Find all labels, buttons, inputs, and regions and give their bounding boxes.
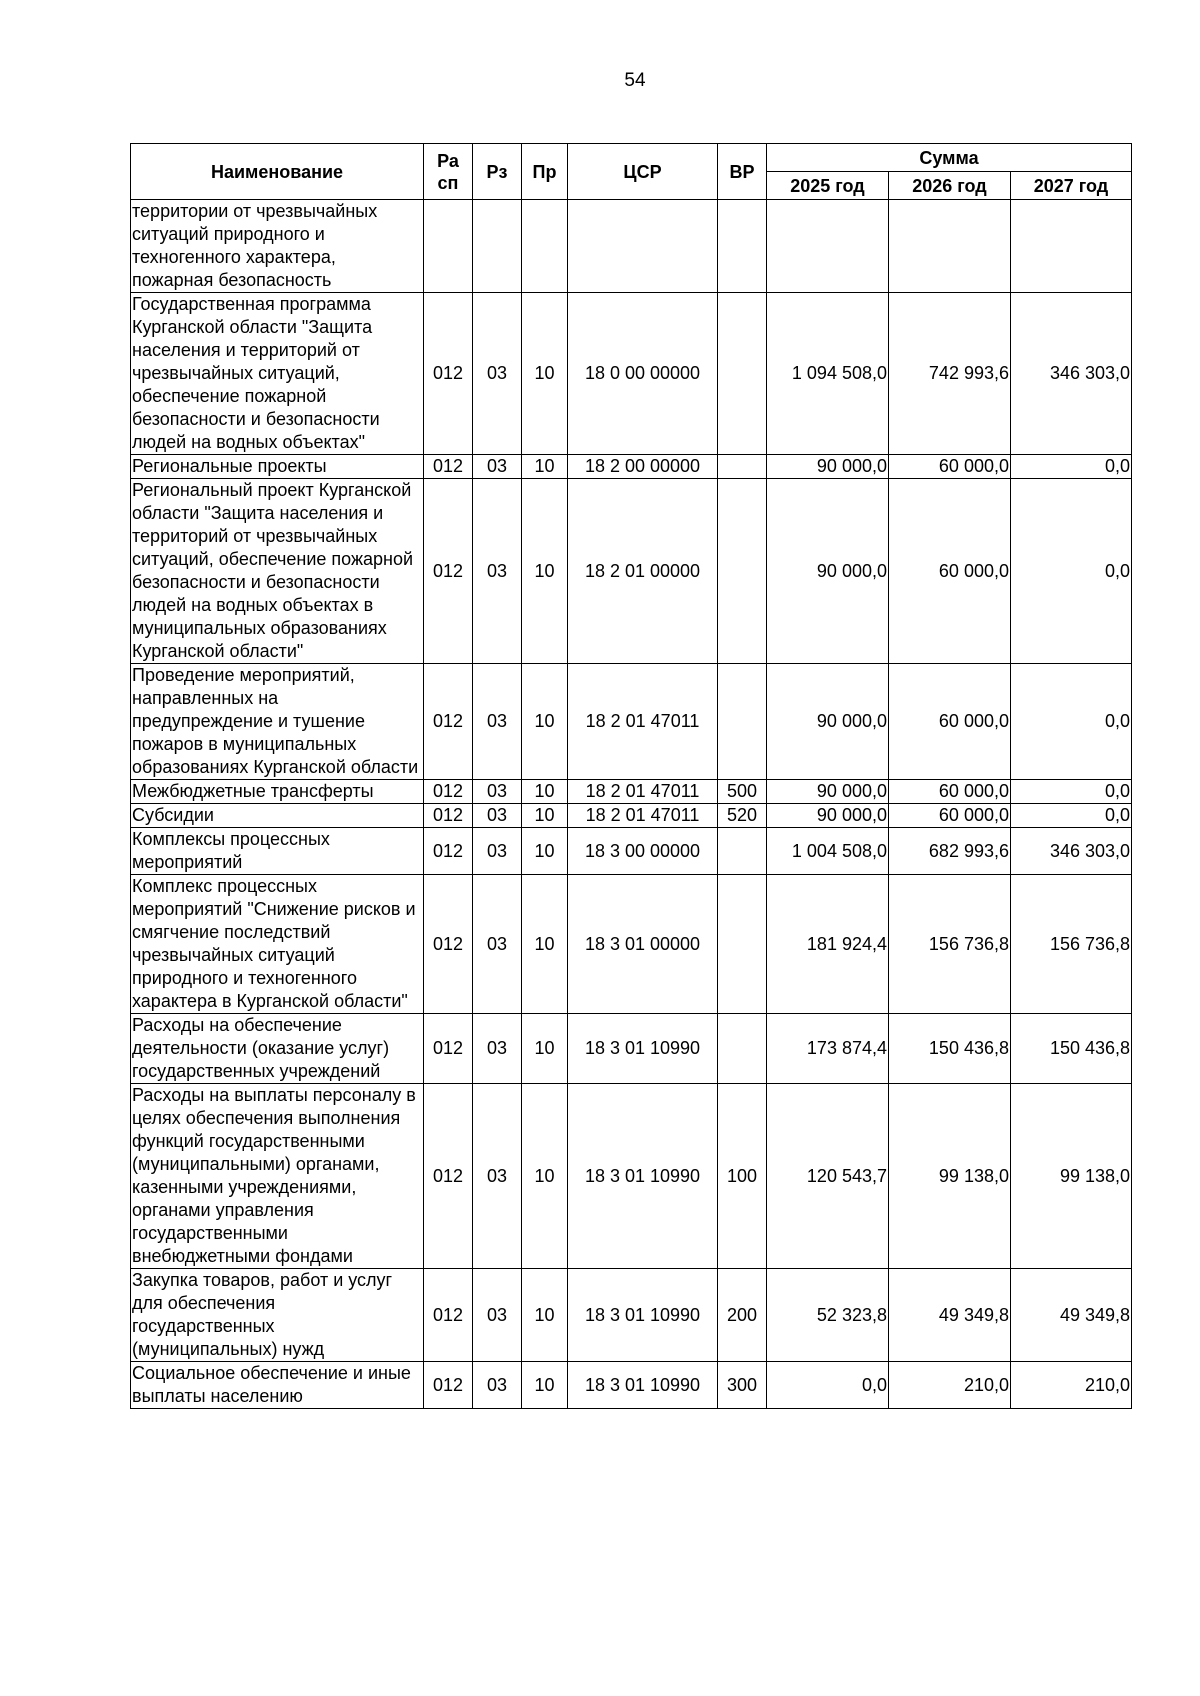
- row-sum-2026: [889, 200, 1011, 293]
- row-sum-2027: 156 736,8: [1011, 875, 1132, 1014]
- row-rz: 03: [473, 1269, 522, 1362]
- row-sum-2026: 60 000,0: [889, 804, 1011, 828]
- row-sum-2027: 0,0: [1011, 780, 1132, 804]
- row-sum-2027: 0,0: [1011, 664, 1132, 780]
- row-rz: 03: [473, 1362, 522, 1409]
- row-rasp: 012: [424, 1362, 473, 1409]
- row-sum-2027: [1011, 200, 1132, 293]
- table-row: [131, 804, 1132, 828]
- row-pr: 10: [522, 875, 568, 1014]
- row-sum-2025: 90 000,0: [767, 780, 889, 804]
- row-sum-2025: 90 000,0: [767, 479, 889, 664]
- row-name: Социальное обеспечение и иные выплаты населению: [131, 1362, 424, 1409]
- header-year-2026: 2026 год: [889, 172, 1011, 200]
- row-rz: 03: [473, 1014, 522, 1084]
- row-sum-2027: 0,0: [1011, 479, 1132, 664]
- table-row: [131, 664, 1132, 780]
- row-rasp: 012: [424, 875, 473, 1014]
- row-pr: 10: [522, 455, 568, 479]
- row-rasp: 012: [424, 780, 473, 804]
- row-vr: 200: [718, 1269, 767, 1362]
- row-pr: 10: [522, 780, 568, 804]
- table-row: [131, 200, 1132, 293]
- row-sum-2026: 150 436,8: [889, 1014, 1011, 1084]
- row-rasp: 012: [424, 804, 473, 828]
- row-csr: 18 2 01 47011: [568, 804, 718, 828]
- row-sum-2025: 90 000,0: [767, 455, 889, 479]
- row-rasp: 012: [424, 293, 473, 455]
- row-pr: 10: [522, 1014, 568, 1084]
- row-name: Комплексы процессных мероприятий: [131, 828, 424, 875]
- row-vr: 500: [718, 780, 767, 804]
- table-row: [131, 828, 1132, 875]
- row-vr: [718, 455, 767, 479]
- row-sum-2025: 0,0: [767, 1362, 889, 1409]
- row-pr: 10: [522, 664, 568, 780]
- row-csr: 18 3 01 00000: [568, 875, 718, 1014]
- table-row: [131, 455, 1132, 479]
- table-row: [131, 780, 1132, 804]
- row-name: Межбюджетные трансферты: [131, 780, 424, 804]
- row-pr: 10: [522, 1269, 568, 1362]
- row-csr: 18 3 01 10990: [568, 1014, 718, 1084]
- row-sum-2027: 0,0: [1011, 455, 1132, 479]
- row-name: Расходы на обеспечение деятельности (оказание услуг) государственных учреждений: [131, 1014, 424, 1084]
- row-rz: 03: [473, 479, 522, 664]
- row-rz: 03: [473, 780, 522, 804]
- table-row: [131, 1014, 1132, 1084]
- row-sum-2026: 60 000,0: [889, 455, 1011, 479]
- row-sum-2027: 49 349,8: [1011, 1269, 1132, 1362]
- row-sum-2025: 181 924,4: [767, 875, 889, 1014]
- row-name: Комплекс процессных мероприятий "Снижение рисков и смягчение последствий чрезвычайных ситуаций природного и техногенного характера в Курганской области": [131, 875, 424, 1014]
- row-name: Расходы на выплаты персоналу в целях обеспечения выполнения функций государственными (муниципальными) органами, казенными учреждениями, органами управления государственными внебюджетными фондами: [131, 1084, 424, 1269]
- row-name: Проведение мероприятий, направленных на предупреждение и тушение пожаров в муниципальных образованиях Курганской области: [131, 664, 424, 780]
- table-row: [131, 875, 1132, 1014]
- row-sum-2027: 0,0: [1011, 804, 1132, 828]
- row-sum-2025: 90 000,0: [767, 804, 889, 828]
- table-row: [131, 479, 1132, 664]
- row-sum-2026: 60 000,0: [889, 780, 1011, 804]
- row-sum-2027: 99 138,0: [1011, 1084, 1132, 1269]
- row-vr: [718, 479, 767, 664]
- row-sum-2025: 52 323,8: [767, 1269, 889, 1362]
- row-name: Государственная программа Курганской области "Защита населения и территорий от чрезвычайных ситуаций, обеспечение пожарной безопасности и безопасности людей на водных объектах": [131, 293, 424, 455]
- row-rasp: 012: [424, 479, 473, 664]
- row-sum-2026: 60 000,0: [889, 664, 1011, 780]
- row-name: Субсидии: [131, 804, 424, 828]
- row-pr: 10: [522, 804, 568, 828]
- row-csr: 18 0 00 00000: [568, 293, 718, 455]
- header-year-2025: 2025 год: [767, 172, 889, 200]
- table-row: [131, 1084, 1132, 1269]
- row-sum-2025: 120 543,7: [767, 1084, 889, 1269]
- row-vr: [718, 293, 767, 455]
- row-csr: 18 2 01 47011: [568, 780, 718, 804]
- row-vr: [718, 1014, 767, 1084]
- row-vr: [718, 200, 767, 293]
- table-row: [131, 1269, 1132, 1362]
- row-pr: 10: [522, 1362, 568, 1409]
- row-vr: 520: [718, 804, 767, 828]
- header-rz: Рз: [473, 144, 522, 200]
- row-sum-2027: 210,0: [1011, 1362, 1132, 1409]
- row-sum-2027: 346 303,0: [1011, 828, 1132, 875]
- row-sum-2027: 150 436,8: [1011, 1014, 1132, 1084]
- row-rz: 03: [473, 664, 522, 780]
- row-sum-2026: 49 349,8: [889, 1269, 1011, 1362]
- row-sum-2026: 210,0: [889, 1362, 1011, 1409]
- row-rz: 03: [473, 828, 522, 875]
- header-csr: ЦСР: [568, 144, 718, 200]
- row-pr: 10: [522, 479, 568, 664]
- row-name: Региональные проекты: [131, 455, 424, 479]
- row-csr: 18 3 01 10990: [568, 1084, 718, 1269]
- row-sum-2026: 60 000,0: [889, 479, 1011, 664]
- row-rasp: 012: [424, 828, 473, 875]
- header-year-2027: 2027 год: [1011, 172, 1132, 200]
- row-rz: 03: [473, 875, 522, 1014]
- row-pr: [522, 200, 568, 293]
- row-sum-2026: 156 736,8: [889, 875, 1011, 1014]
- row-rasp: 012: [424, 1014, 473, 1084]
- row-sum-2025: [767, 200, 889, 293]
- row-sum-2026: 99 138,0: [889, 1084, 1011, 1269]
- row-sum-2027: 346 303,0: [1011, 293, 1132, 455]
- row-name: Региональный проект Курганской области "Защита населения и территорий от чрезвычайных ситуаций, обеспечение пожарной безопасности и безопасности людей на водных объектах в муниципальных образованиях Курганской области": [131, 479, 424, 664]
- row-vr: [718, 875, 767, 1014]
- row-rasp: 012: [424, 455, 473, 479]
- header-sum: Сумма: [767, 144, 1132, 172]
- row-csr: 18 3 01 10990: [568, 1269, 718, 1362]
- row-sum-2026: 682 993,6: [889, 828, 1011, 875]
- row-csr: 18 3 00 00000: [568, 828, 718, 875]
- row-csr: [568, 200, 718, 293]
- row-csr: 18 2 00 00000: [568, 455, 718, 479]
- row-pr: 10: [522, 828, 568, 875]
- row-vr: [718, 828, 767, 875]
- row-rasp: 012: [424, 1269, 473, 1362]
- row-name: Закупка товаров, работ и услуг для обеспечения государственных (муниципальных) нужд: [131, 1269, 424, 1362]
- row-csr: 18 2 01 00000: [568, 479, 718, 664]
- row-pr: 10: [522, 1084, 568, 1269]
- table-body: [131, 200, 1132, 1409]
- header-vr: ВР: [718, 144, 767, 200]
- row-sum-2026: 742 993,6: [889, 293, 1011, 455]
- row-rasp: [424, 200, 473, 293]
- row-rz: 03: [473, 455, 522, 479]
- header-rasp: Ра сп: [424, 144, 473, 200]
- row-csr: 18 3 01 10990: [568, 1362, 718, 1409]
- row-rz: 03: [473, 804, 522, 828]
- row-rz: 03: [473, 1084, 522, 1269]
- header-name: Наименование: [131, 144, 424, 200]
- row-rz: [473, 200, 522, 293]
- row-rasp: 012: [424, 664, 473, 780]
- header-pr: Пр: [522, 144, 568, 200]
- row-rz: 03: [473, 293, 522, 455]
- row-sum-2025: 1 004 508,0: [767, 828, 889, 875]
- row-sum-2025: 173 874,4: [767, 1014, 889, 1084]
- row-vr: 100: [718, 1084, 767, 1269]
- header-row-top: [131, 144, 1132, 172]
- row-vr: [718, 664, 767, 780]
- row-csr: 18 2 01 47011: [568, 664, 718, 780]
- table-row: [131, 1362, 1132, 1409]
- table-row: [131, 293, 1132, 455]
- row-sum-2025: 1 094 508,0: [767, 293, 889, 455]
- row-vr: 300: [718, 1362, 767, 1409]
- row-sum-2025: 90 000,0: [767, 664, 889, 780]
- row-rasp: 012: [424, 1084, 473, 1269]
- budget-table: [130, 143, 1132, 1409]
- row-name: территории от чрезвычайных ситуаций природного и техногенного характера, пожарная безопасность: [131, 200, 424, 293]
- page-number: 54: [624, 70, 646, 91]
- row-pr: 10: [522, 293, 568, 455]
